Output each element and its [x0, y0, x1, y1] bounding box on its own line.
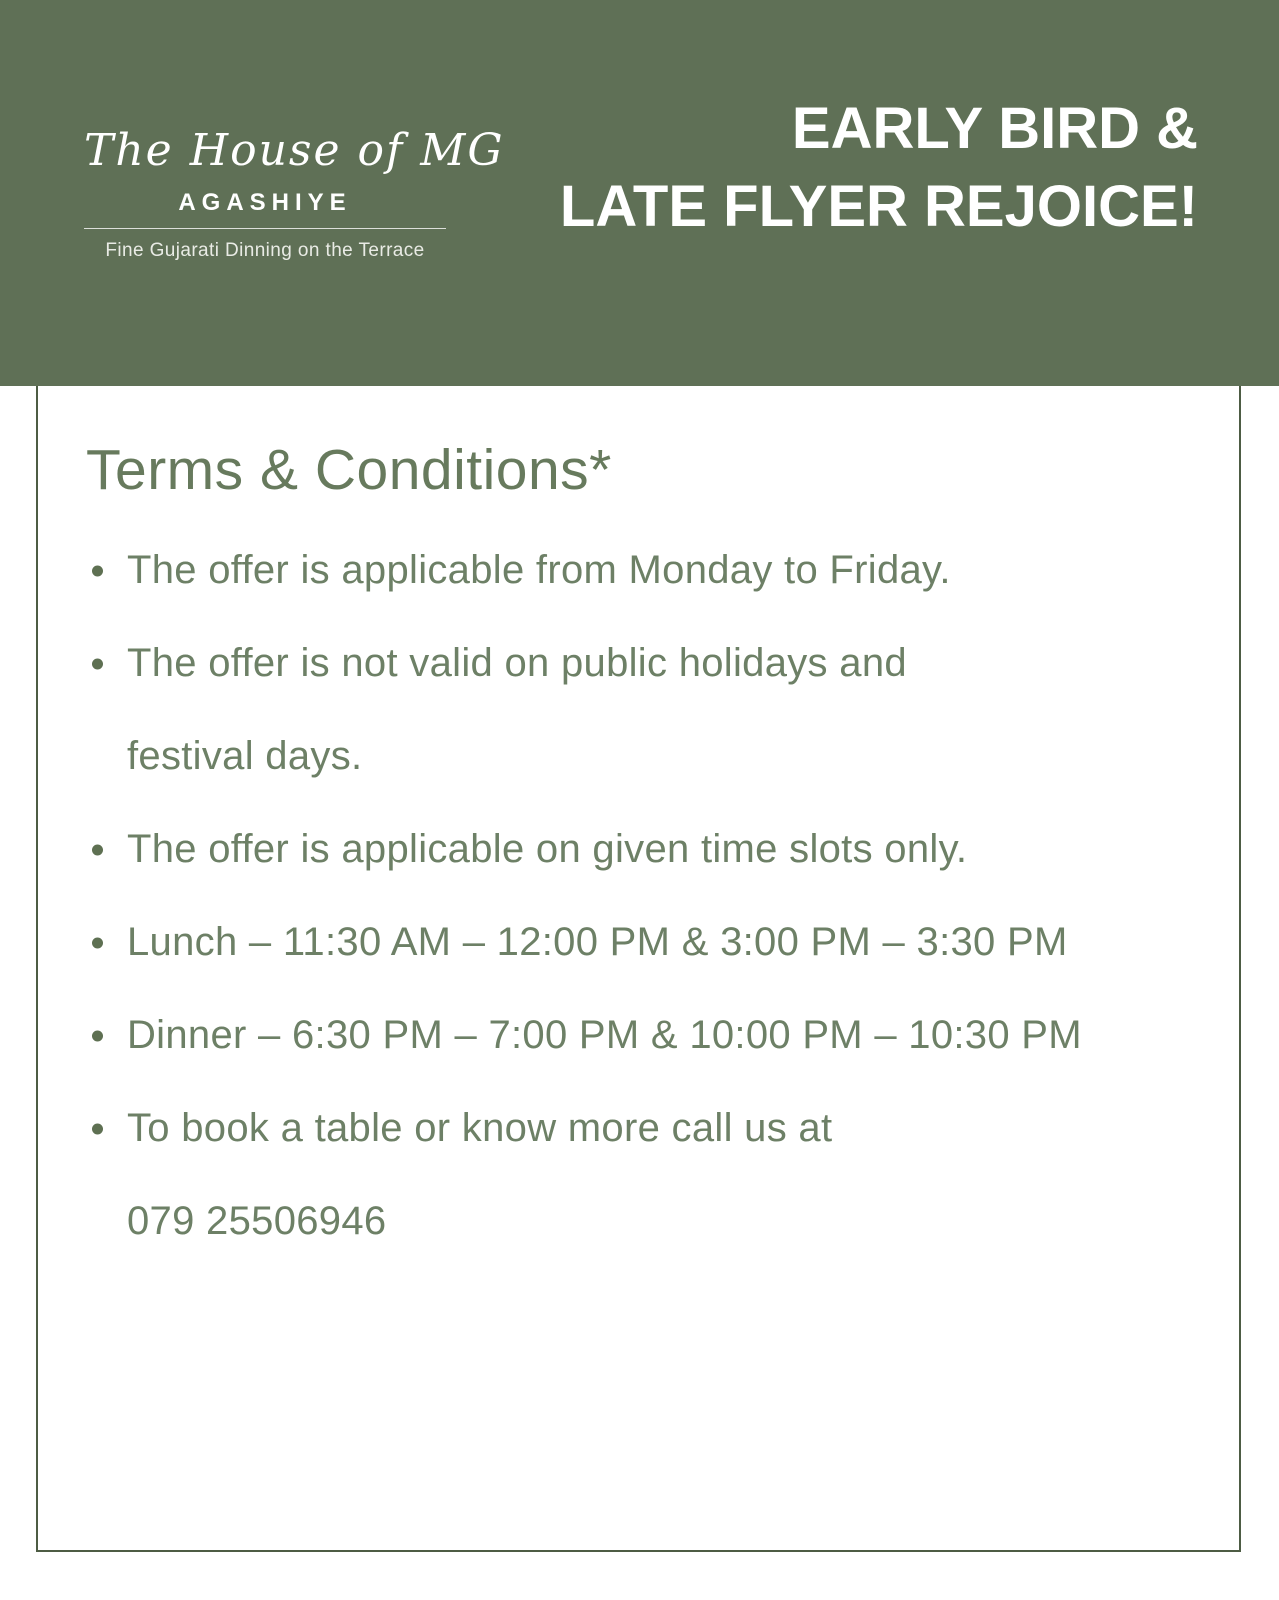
term-line-continuation: [92, 710, 1202, 803]
bullet-dot: [92, 1030, 103, 1041]
term-text: The offer is applicable on given time slots only.: [127, 827, 968, 871]
term-text: The offer is not valid on public holidays and: [127, 641, 907, 685]
phone-number-text: 079 25506946: [127, 1199, 387, 1243]
bullet-dot: [92, 658, 103, 669]
brand-logo-script: The House of MG: [84, 125, 505, 176]
term-line: [92, 803, 1202, 896]
term-line: [92, 617, 1202, 710]
terms-heading: Terms & Conditions*: [86, 438, 612, 502]
terms-section: [0, 386, 1279, 1268]
brand-tagline: Fine Gujarati Dinning on the Terrace: [105, 240, 425, 262]
logo-divider-line: [84, 228, 446, 229]
term-item: [92, 1082, 1202, 1268]
brand-logo-block: [84, 118, 505, 262]
bullet-dot: [92, 937, 103, 948]
term-text: The offer is applicable from Monday to Friday.: [127, 548, 951, 592]
bullet-dot: [92, 565, 103, 576]
terms-list: [92, 524, 1202, 1268]
bullet-dot: [92, 844, 103, 855]
term-line: [92, 896, 1202, 989]
term-line-continuation phone-number: [92, 1175, 1202, 1268]
term-item: [92, 989, 1202, 1082]
term-text: Dinner – 6:30 PM – 7:00 PM & 10:00 PM – 10:30 PM: [127, 1013, 1082, 1057]
term-line: [92, 1082, 1202, 1175]
offer-headline: [560, 90, 1198, 246]
offer-headline-line1: EARLY BIRD &: [791, 96, 1198, 161]
term-line: [92, 524, 1202, 617]
term-text: festival days.: [127, 734, 363, 778]
term-item: [92, 896, 1202, 989]
term-text: Lunch – 11:30 AM – 12:00 PM & 3:00 PM – 3:30 PM: [127, 920, 1068, 964]
bullet-dot: [92, 1123, 103, 1134]
term-text: To book a table or know more call us at: [127, 1106, 833, 1150]
brand-sub-name: AGASHIYE: [178, 189, 352, 216]
term-item: [92, 524, 1202, 617]
term-line: [92, 989, 1202, 1082]
term-item: [92, 803, 1202, 896]
term-item: [92, 617, 1202, 803]
offer-headline-line2: LATE FLYER REJOICE!: [559, 174, 1198, 239]
green-header-band: [0, 0, 1279, 386]
